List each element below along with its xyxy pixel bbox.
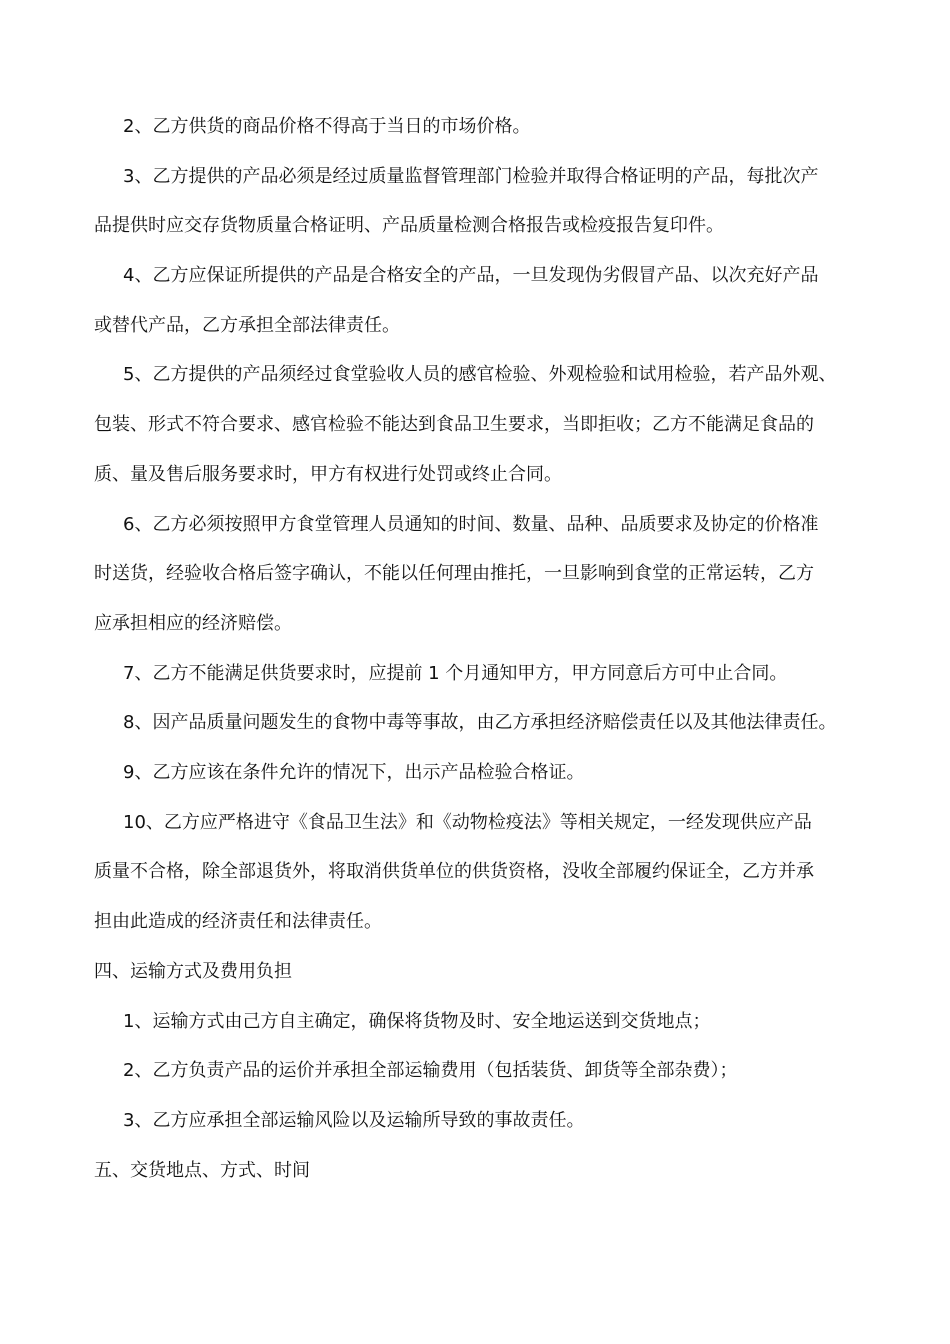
clause-10-line-2: 质量不合格，除全部退货外，将取消供货单位的供货资格，没收全部履约保证全，乙方并承 — [94, 861, 814, 882]
clause-3-line-2: 品提供时应交存货物质量合格证明、产品质量检测合格报告或检疫报告复印件。 — [94, 215, 724, 236]
clause-4-line-1: 4、乙方应保证所提供的产品是合格安全的产品，一旦发现伪劣假冒产品、以次充好产品 — [123, 265, 819, 286]
clause-5-line-1: 5、乙方提供的产品须经过食堂验收人员的感官检验、外观检验和试用检验，若产品外观、 — [123, 364, 837, 385]
clause-9-line: 9、乙方应该在条件允许的情况下，出示产品检验合格证。 — [123, 762, 585, 783]
section-4-item-2: 2、乙方负责产品的运价并承担全部运输费用（包括装货、卸货等全部杂费）； — [123, 1060, 738, 1081]
clause-10-line-3: 担由此造成的经济责任和法律责任。 — [94, 911, 382, 932]
clause-5-line-3: 质、量及售后服务要求时，甲方有权进行处罚或终止合同。 — [94, 464, 562, 485]
clause-2-line: 2、乙方供货的商品价格不得高于当日的市场价格。 — [123, 116, 531, 137]
section-4-heading: 四、运输方式及费用负担 — [94, 961, 292, 982]
clause-3-line-1: 3、乙方提供的产品必须是经过质量监督管理部门检验并取得合格证明的产品，每批次产 — [123, 166, 819, 187]
clause-6-line-1: 6、乙方必须按照甲方食堂管理人员通知的时间、数量、品种、品质要求及协定的价格准 — [123, 514, 819, 535]
clause-5-line-2: 包装、形式不符合要求、感官检验不能达到食品卫生要求，当即拒收；乙方不能满足食品的 — [94, 414, 814, 435]
clause-4-line-2: 或替代产品，乙方承担全部法律责任。 — [94, 315, 400, 336]
clause-10-line-1: 10、乙方应严格进守《食品卫生法》和《动物检疫法》等相关规定，一经发现供应产品 — [123, 812, 812, 833]
clause-6-line-3: 应承担相应的经济赔偿。 — [94, 613, 292, 634]
section-5-heading: 五、交货地点、方式、时间 — [94, 1160, 310, 1181]
section-4-item-3: 3、乙方应承担全部运输风险以及运输所导致的事故责任。 — [123, 1110, 585, 1131]
clause-6-line-2: 时送货，经验收合格后签字确认，不能以任何理由推托，一旦影响到食堂的正常运转，乙方 — [94, 563, 814, 584]
clause-8-line: 8、因产品质量问题发生的食物中毒等事故，由乙方承担经济赔偿责任以及其他法律责任。 — [123, 712, 837, 733]
section-4-item-1: 1、运输方式由己方自主确定，确保将货物及时、安全地运送到交货地点； — [123, 1011, 711, 1032]
clause-7-line: 7、乙方不能满足供货要求时，应提前 1 个月通知甲方，甲方同意后方可中止合同。 — [123, 663, 788, 684]
